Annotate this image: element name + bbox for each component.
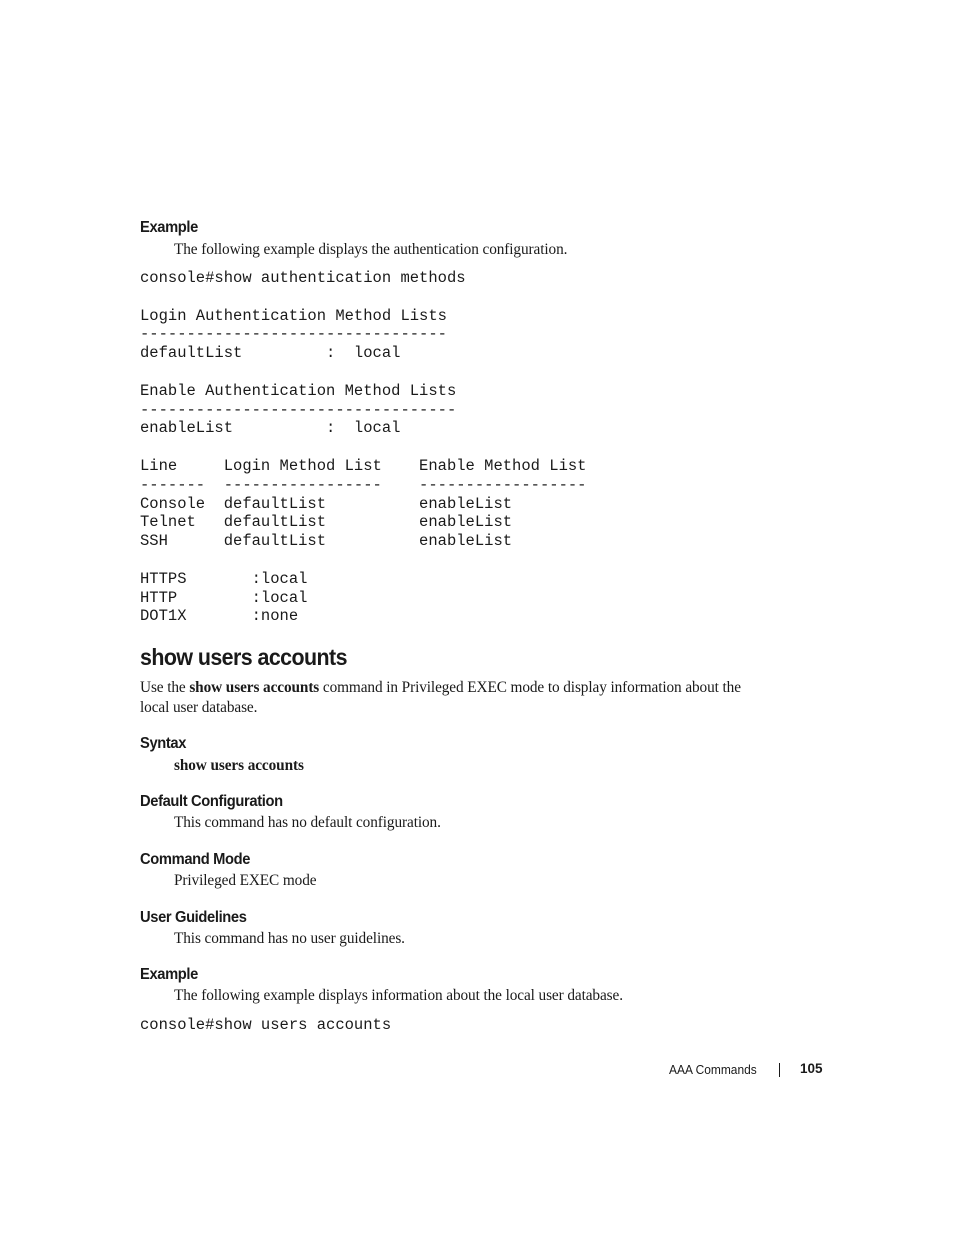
user-guidelines-heading: User Guidelines (140, 909, 247, 926)
command-description-line2: local user database. (140, 699, 258, 716)
example2-heading: Example (140, 966, 198, 983)
command-description (140, 679, 741, 697)
command-mode-heading: Command Mode (140, 851, 251, 868)
example-heading: Example (140, 219, 198, 236)
page-title: show users accounts (140, 644, 347, 670)
syntax-text: show users accounts (174, 757, 304, 774)
footer-section: AAA Commands (669, 1062, 757, 1077)
page-number: 105 (800, 1061, 823, 1076)
desc-post: command in Privileged EXEC mode to display information about the (319, 679, 741, 696)
default-config-heading: Default Configuration (140, 793, 283, 810)
example-description: The following example displays the authentication configuration. (174, 241, 568, 258)
command-mode-text: Privileged EXEC mode (174, 872, 317, 889)
example2-description: The following example displays information about the local user database. (174, 987, 623, 1004)
syntax-heading: Syntax (140, 735, 187, 752)
code-block-users: console#show users accounts (140, 1016, 392, 1034)
footer-separator (779, 1063, 780, 1077)
desc-command: show users accounts (189, 679, 320, 696)
user-guidelines-text: This command has no user guidelines. (174, 930, 405, 947)
desc-pre: Use the (140, 679, 190, 696)
code-block-authentication: console#show authentication methods Login Authentication Method Lists --------------------------------- defaultList : local Enable Authentication Method Lists ---------------------------------- enableList : local Line Login Method List Enable Method List ------- ----------------- ------------------ Console defaultList enableList Telnet defaultList enableList SSH defaultList enableList HTTPS :local HTTP :local DOT1X :none (140, 269, 587, 626)
default-config-text: This command has no default configuration. (174, 814, 441, 831)
